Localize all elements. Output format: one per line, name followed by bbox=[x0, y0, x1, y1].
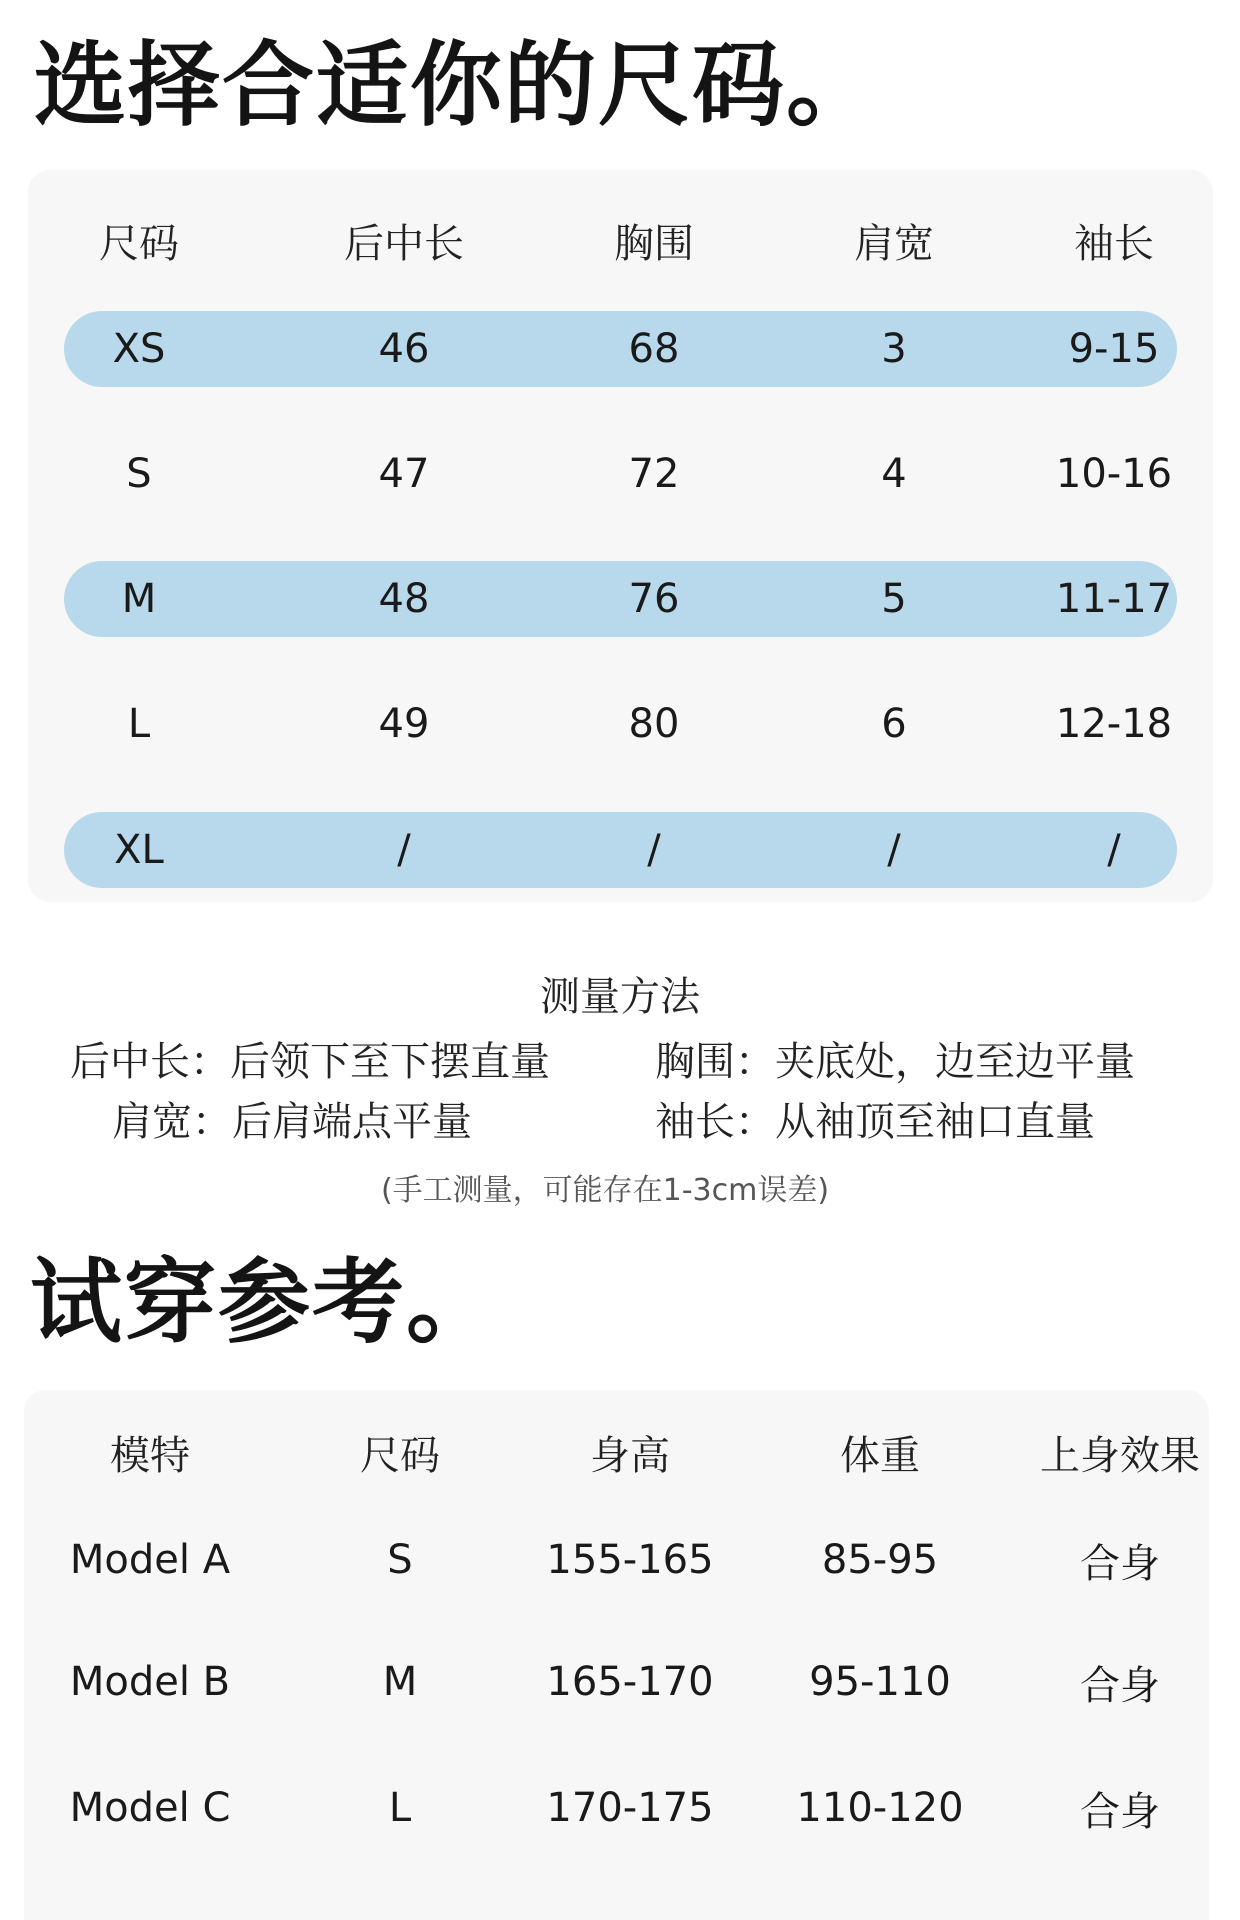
shoulder-cell: 4 bbox=[881, 451, 907, 497]
header-model: 模特 bbox=[110, 1432, 190, 1479]
header-shoulder: 肩宽 bbox=[854, 220, 934, 267]
fit-effect-cell: 合身 bbox=[1080, 1788, 1160, 1835]
table-row bbox=[64, 686, 1177, 762]
weight-cell: 95-110 bbox=[809, 1659, 951, 1705]
back-length-cell: / bbox=[397, 827, 411, 873]
size-cell: S bbox=[126, 451, 152, 497]
measurement-sleeve: 袖长：从袖顶至袖口直量 bbox=[655, 1099, 1095, 1145]
sleeve-cell: 12-18 bbox=[1055, 701, 1173, 747]
table-row bbox=[64, 436, 1177, 512]
measurement-note: (手工测量，可能存在1-3cm误差) bbox=[380, 1173, 830, 1208]
chest-cell: 72 bbox=[628, 451, 680, 497]
fit-table-header bbox=[60, 1414, 1200, 1490]
model-cell: Model A bbox=[69, 1537, 231, 1583]
size-cell: XL bbox=[114, 827, 164, 873]
table-row bbox=[60, 1644, 1173, 1720]
chest-cell: / bbox=[647, 827, 661, 873]
weight-cell: 110-120 bbox=[796, 1785, 964, 1831]
size-cell: M bbox=[121, 576, 157, 622]
model-cell: Model B bbox=[69, 1659, 231, 1705]
header-size: 尺码 bbox=[99, 220, 179, 267]
chest-cell: 76 bbox=[628, 576, 680, 622]
model-cell: Model C bbox=[69, 1785, 231, 1831]
header-weight: 体重 bbox=[840, 1432, 920, 1479]
table-row bbox=[64, 311, 1177, 387]
measurement-title: 测量方法 bbox=[540, 974, 700, 1020]
sleeve-cell: 9-15 bbox=[1068, 326, 1160, 372]
back-length-cell: 49 bbox=[378, 701, 430, 747]
header-chest: 胸围 bbox=[614, 220, 694, 267]
fit-effect-cell: 合身 bbox=[1080, 1662, 1160, 1709]
chest-cell: 80 bbox=[628, 701, 680, 747]
back-length-cell: 47 bbox=[378, 451, 430, 497]
header-sleeve: 袖长 bbox=[1074, 220, 1154, 267]
back-length-cell: 48 bbox=[378, 576, 430, 622]
shoulder-cell: 6 bbox=[881, 701, 907, 747]
size-cell: L bbox=[127, 701, 151, 747]
fit-table bbox=[24, 1390, 1209, 1920]
shoulder-cell: / bbox=[887, 827, 901, 873]
height-cell: 165-170 bbox=[546, 1659, 714, 1705]
table-row bbox=[64, 812, 1177, 888]
size-cell: XS bbox=[112, 326, 166, 372]
weight-cell: 85-95 bbox=[821, 1537, 939, 1583]
fit-section-title: 试穿参考。 bbox=[30, 1249, 501, 1356]
table-row bbox=[60, 1770, 1173, 1846]
size-table bbox=[28, 170, 1213, 902]
measurement-chest: 胸围：夹底处，边至边平量 bbox=[655, 1039, 1135, 1085]
header-size: 尺码 bbox=[360, 1432, 440, 1479]
measurement-shoulder: 肩宽：后肩端点平量 bbox=[112, 1099, 472, 1145]
header-fit-effect: 上身效果 bbox=[1040, 1432, 1200, 1479]
chest-cell: 68 bbox=[628, 326, 680, 372]
sleeve-cell: 11-17 bbox=[1055, 576, 1173, 622]
table-row bbox=[60, 1522, 1173, 1598]
header-back-length: 后中长 bbox=[344, 220, 464, 267]
measurement-back-length: 后中长：后领下至下摆直量 bbox=[70, 1039, 550, 1085]
size-table-header bbox=[64, 202, 1177, 278]
shoulder-cell: 3 bbox=[881, 326, 907, 372]
size-section-title: 选择合适你的尺码。 bbox=[34, 32, 881, 139]
sleeve-cell: / bbox=[1107, 827, 1121, 873]
height-cell: 155-165 bbox=[546, 1537, 714, 1583]
shoulder-cell: 5 bbox=[881, 576, 907, 622]
header-height: 身高 bbox=[590, 1432, 670, 1479]
size-cell: S bbox=[387, 1537, 413, 1583]
sleeve-cell: 10-16 bbox=[1055, 451, 1173, 497]
size-cell: M bbox=[382, 1659, 418, 1705]
back-length-cell: 46 bbox=[378, 326, 430, 372]
height-cell: 170-175 bbox=[546, 1785, 714, 1831]
size-cell: L bbox=[388, 1785, 412, 1831]
table-row bbox=[64, 561, 1177, 637]
fit-effect-cell: 合身 bbox=[1080, 1540, 1160, 1587]
